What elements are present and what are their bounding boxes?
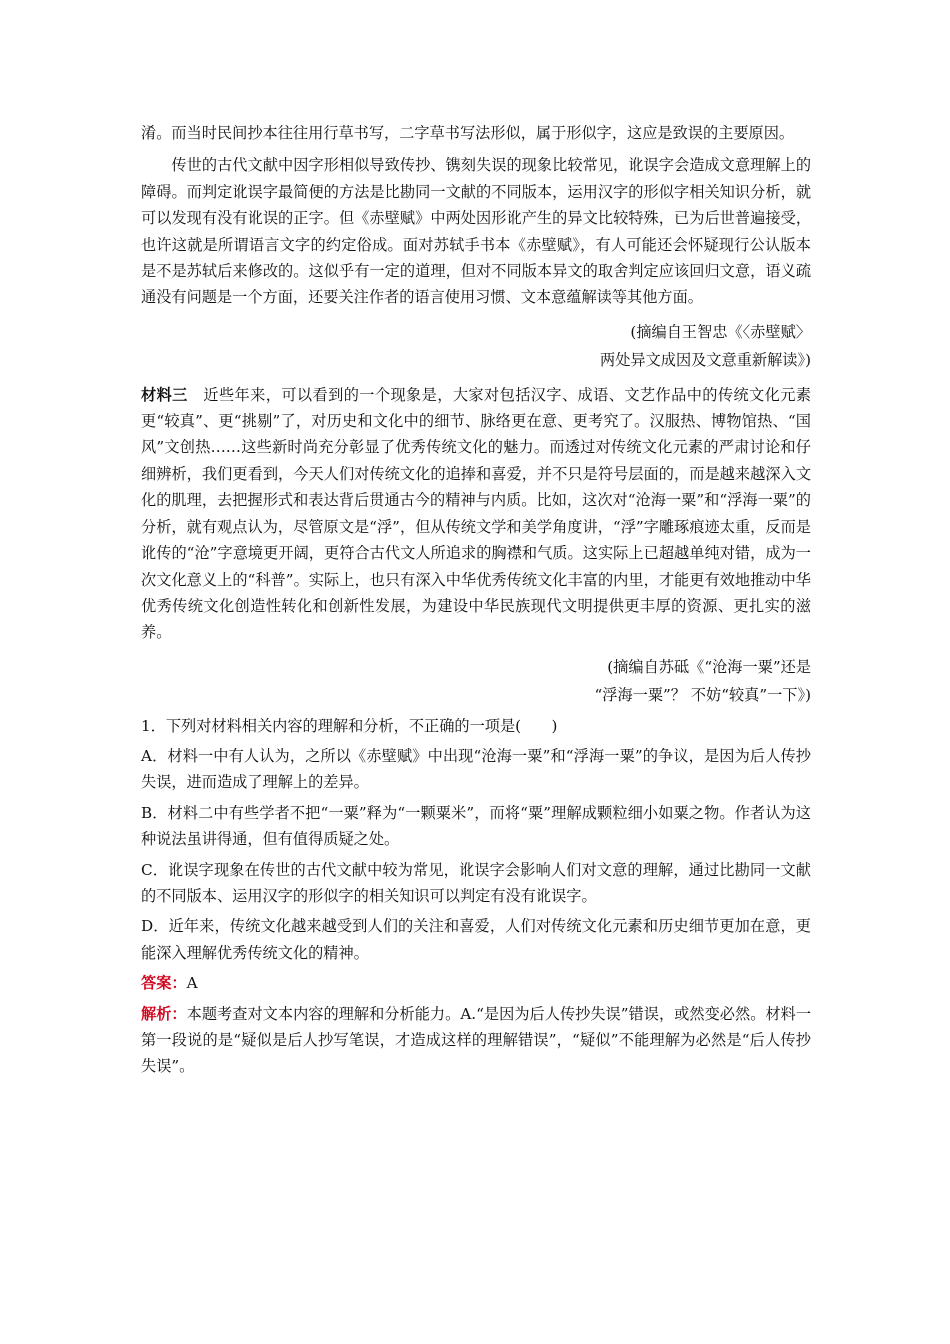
material2-paragraph-continuation: 淆。而当时民间抄本往往用行草书写，二字草书写法形似，属于形似字，这应是致误的主要原因。 — [141, 124, 795, 142]
material3-gap — [188, 386, 204, 404]
option-a: A．材料一中有人认为，之所以《赤壁赋》中出现“沧海一粟”和“浮海一粟”的争议，是因为后人传抄失误，进而造成了理解上的差异。 — [141, 746, 811, 792]
material3-source-line2: “浮海一粟”？ 不妨“较真”一下》) — [594, 686, 811, 705]
material3-text: 近些年来，可以看到的一个现象是，大家对包括汉字、成语、文艺作品中的传统文化元素更“较真”、更“挑剔”了，对历史和文化中的细节、脉络更在意、更考究了。汉服热、博物馆热、“国风”文创热……这些新时尚充分彰显了优秀传统文化的魅力。而透过对传统文化元素的严肃讨论和仔细辨析，我们更看到，今天人们对传统文化的追捧和喜爱，并不只是符号层面的，而是越来越深入文化的肌理，去把握形式和表达背后贯通古今的精神与内质。比如，这次对“沧海一粟”和“浮海一粟”的分析，就有观点认为，尽管原文是“浮”，但从传统文学和美学角度讲，“浮”字雕琢痕迹太重，反而是讹传的“沧”字意境更开阔，更符合古代文人所追求的胸襟和气质。这实际上已超越单纯对错，成为一次文化意义上的“科普”。实际上，也只有深入中华优秀传统文化丰富的内里，才能更有效地推动中华优秀传统文化创造性转化和创新性发展，为建设中华民族现代文明提供更丰厚的资源、更扎实的滋养。 — [141, 385, 812, 642]
analysis-text: 本题考查对文本内容的理解和分析能力。A.“是因为后人传抄失误”错误，或然变必然。材料一第一段说的是“疑似是后人抄写笔误，才造成这样的理解错误”，“疑似”不能理解为必然是“后人传抄失误”。 — [141, 1004, 812, 1076]
answer-line — [141, 970, 811, 996]
analysis-paragraph — [141, 1001, 811, 1080]
document-page — [141, 120, 811, 1080]
material3-source-line1: (摘编自苏砥《“沧海一粟”还是 — [607, 657, 811, 676]
material2-source-line2: 两处异文成因及文意重新解读》) — [600, 351, 811, 370]
option-d: D．近年来，传统文化越来越受到人们的关注和喜爱，人们对传统文化元素和历史细节更加在意，更能深入理解优秀传统文化的精神。 — [141, 917, 811, 962]
option-b: B．材料二中有些学者不把“一粟”释为“一颗粟米”，而将“粟”理解成颗粒细小如粟之物。作者认为这种说法虽讲得通，但有值得质疑之处。 — [141, 803, 811, 849]
material3-label: 材料三 — [141, 385, 188, 404]
analysis-label: 解析： — [141, 1004, 187, 1023]
material2-paragraph: 传世的古代文献中因字形相似导致传抄、镌刻失误的现象比较常见，讹误字会造成文意理解上的障碍。而判定讹误字最简便的方法是比勘同一文献的不同版本，运用汉字的形似字相关知识分析，就可以发现有没有讹误的正字。但《赤壁赋》中两处因形讹产生的异文比较特殊，已为后世普遍接受，也许这就是所谓语言文字的约定俗成。面对苏轼手书本《赤壁赋》，有人可能还会怀疑现行公认版本是不是苏轼后来修改的。这似乎有一定的道理，但对不同版本异文的取舍判定应该回归文意，语义疏通没有问题是一个方面，还要关注作者的语言使用习惯、文本意蕴解读等其他方面。 — [141, 156, 811, 307]
question-stem: 1．下列对材料相关内容的理解和分析，不正确的一项是( ) — [141, 716, 558, 735]
answer-value: A — [186, 974, 198, 993]
answer-label: 答案： — [141, 974, 187, 993]
material3-paragraph — [141, 382, 811, 646]
option-c: C．讹误字现象在传世的古代文献中较为常见，讹误字会影响人们对文意的理解，通过比勘同一文献的不同版本、运用汉字的形似字的相关知识可以判定有没有讹误字。 — [141, 860, 811, 905]
material2-source-line1: (摘编自王智忠《〈赤壁赋〉 — [630, 322, 811, 341]
